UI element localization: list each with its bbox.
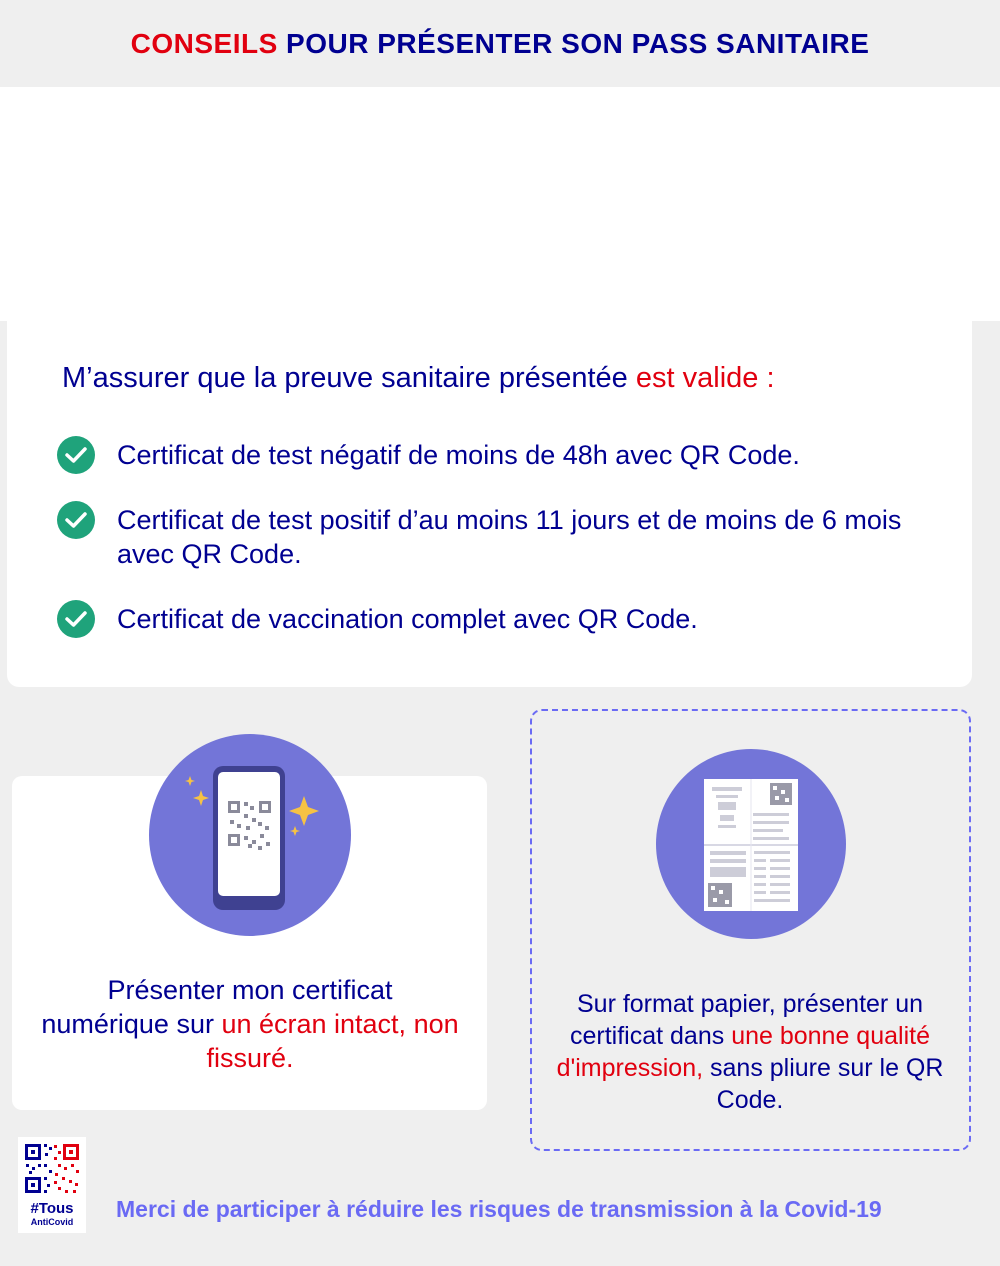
- tousanticovid-logo: [18, 1137, 86, 1233]
- paper-certificate-icon: [656, 749, 846, 939]
- check-icon: [57, 436, 95, 474]
- list-item: [57, 438, 917, 474]
- digital-certificate-caption: [40, 973, 460, 1075]
- check-icon: [57, 600, 95, 638]
- title-highlight: CONSEILS: [130, 27, 278, 59]
- qr-code-icon: [18, 1137, 86, 1199]
- paper-document-illustration: [656, 749, 846, 939]
- page-header: [0, 0, 1000, 87]
- page-title: [131, 28, 870, 60]
- list-item: [57, 503, 907, 571]
- list-item-text: Certificat de test positif d’au moins 11 jours et de moins de 6 mois avec QR Code.: [117, 505, 902, 569]
- list-item-text: Certificat de test négatif de moins de 48h avec QR Code.: [117, 440, 800, 470]
- list-item-text: Certificat de vaccination complet avec QR Code.: [117, 604, 698, 634]
- blank-area: [0, 87, 1000, 321]
- validity-intro: [62, 362, 775, 395]
- paper-caption-text-end: sans pliure sur le QR Code.: [703, 1054, 944, 1114]
- intro-text: M’assurer que la preuve sanitaire présentée: [62, 362, 636, 394]
- paper-certificate-caption: [545, 988, 955, 1116]
- check-icon: [57, 501, 95, 539]
- intro-highlight: est valide :: [635, 362, 775, 394]
- digital-caption-text: Présenter mon certificat numérique sur: [41, 975, 393, 1039]
- smartphone-qr-icon: [149, 734, 351, 936]
- logo-hashtag: #Tous: [30, 1200, 74, 1217]
- digital-caption-highlight: un écran intact, non fissuré.: [206, 1009, 459, 1073]
- phone-illustration: [149, 734, 351, 936]
- list-item: [57, 602, 917, 638]
- logo-subtitle: AntiCovid: [30, 1217, 74, 1227]
- validity-card: [7, 318, 972, 687]
- title-rest: POUR PRÉSENTER SON PASS SANITAIRE: [277, 27, 870, 59]
- footer-message: Merci de participer à réduire les risques de transmission à la Covid-19: [116, 1196, 882, 1222]
- paper-caption-highlight: une bonne qualité d'impression,: [556, 1022, 930, 1082]
- paper-caption-text: Sur format papier, présenter un certificat dans: [570, 990, 924, 1050]
